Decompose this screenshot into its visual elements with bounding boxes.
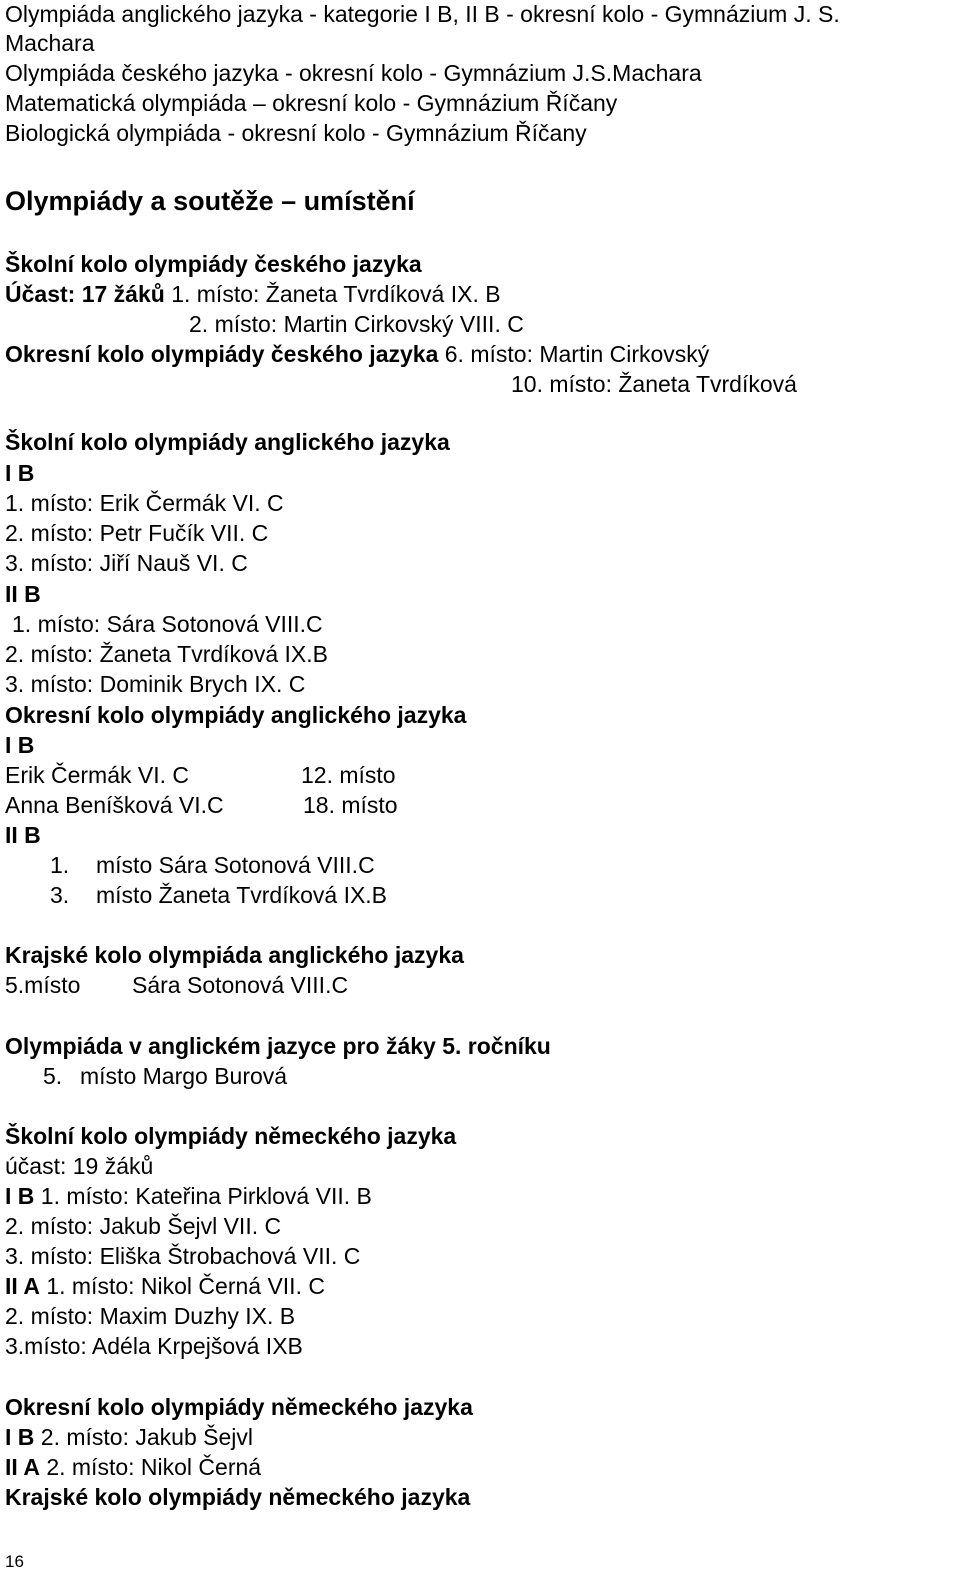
english-grade5-heading: Olympiáda v anglickém jazyce pro žáky 5. ročníku xyxy=(5,1033,551,1059)
german-district-cat1: I B xyxy=(5,1424,35,1450)
german-school-cat2-place: 1. místo: Nikol Černá VII. C xyxy=(46,1273,325,1299)
german-district-row xyxy=(5,1453,261,1481)
english-district-cat2-text: místo Sára Sotonová VIII.C xyxy=(96,852,375,878)
english-district-place: 18. místo xyxy=(303,792,398,818)
german-district-place: 2. místo: Jakub Šejvl xyxy=(40,1424,253,1450)
german-school-cat1: I B xyxy=(5,1183,35,1209)
czech-district-place-2: 10. místo: Žaneta Tvrdíková xyxy=(511,371,797,397)
german-school-heading: Školní kolo olympiády německého jazyka xyxy=(5,1123,457,1149)
english-school-heading: Školní kolo olympiády anglického jazyka xyxy=(5,429,450,455)
german-district-place: 2. místo: Nikol Černá xyxy=(46,1454,262,1480)
czech-place-1: 1. místo: Žaneta Tvrdíková IX. B xyxy=(171,281,501,307)
list-number: 1. xyxy=(50,852,70,878)
german-district-heading: Okresní kolo olympiády německého jazyka xyxy=(5,1394,473,1420)
german-school-cat2-place: 3.místo: Adéla Krpejšová IXB xyxy=(5,1333,303,1359)
czech-place-2: 2. místo: Martin Cirkovský VIII. C xyxy=(189,311,524,337)
english-district-name: Erik Čermák VI. C xyxy=(5,762,190,788)
english-district-place: 12. místo xyxy=(301,762,396,788)
german-school-cat2: II A xyxy=(5,1273,40,1299)
header-line: Biologická olympiáda - okresní kolo - Gymnázium Říčany xyxy=(5,120,587,146)
english-regional-row xyxy=(5,971,348,999)
german-school-cat2-row xyxy=(5,1272,325,1300)
english-regional-heading: Krajské kolo olympiáda anglického jazyka xyxy=(5,942,464,968)
english-grade5-text: místo Margo Burová xyxy=(80,1063,288,1089)
english-district-heading: Okresní kolo olympiády anglického jazyka xyxy=(5,702,467,728)
english-regional-place: 5.místo xyxy=(5,972,81,998)
czech-district-row xyxy=(5,340,709,368)
german-school-cat1-place: 3. místo: Eliška Štrobachová VII. C xyxy=(5,1243,361,1269)
english-district-cat2-text: místo Žaneta Tvrdíková IX.B xyxy=(96,882,388,908)
czech-district-place-1: 6. místo: Martin Cirkovský xyxy=(444,341,710,367)
german-regional-heading: Krajské kolo olympiády německého jazyka xyxy=(5,1484,471,1510)
german-district-row xyxy=(5,1423,253,1451)
header-line: Matematická olympiáda – okresní kolo - Gymnázium Říčany xyxy=(5,90,618,116)
english-school-cat2: II B xyxy=(5,581,41,607)
german-school-cat1-row xyxy=(5,1182,372,1210)
english-district-cat2: II B xyxy=(5,822,41,848)
header-line: Machara xyxy=(5,30,95,56)
german-district-cat2: II A xyxy=(5,1454,40,1480)
english-district-name: Anna Beníšková VI.C xyxy=(5,792,224,818)
english-district-cat2-row xyxy=(50,881,387,909)
english-school-cat1-place: 3. místo: Jiří Nauš VI. C xyxy=(5,550,248,576)
german-school-cat1-place: 2. místo: Jakub Šejvl VII. C xyxy=(5,1213,282,1239)
czech-participation-row xyxy=(5,280,501,308)
english-school-cat1: I B xyxy=(5,460,35,486)
english-grade5-row xyxy=(43,1062,287,1090)
czech-school-heading: Školní kolo olympiády českého jazyka xyxy=(5,251,422,277)
header-line: Olympiáda českého jazyka - okresní kolo - Gymnázium J.S.Machara xyxy=(5,60,702,86)
english-district-row xyxy=(5,791,398,819)
english-district-cat1: I B xyxy=(5,732,35,758)
list-number: 5. xyxy=(43,1063,63,1089)
german-school-cat2-place: 2. místo: Maxim Duzhy IX. B xyxy=(5,1303,296,1329)
english-district-row xyxy=(5,761,396,789)
english-school-cat1-place: 2. místo: Petr Fučík VII. C xyxy=(5,520,269,546)
english-school-cat1-place: 1. místo: Erik Čermák VI. C xyxy=(5,490,284,516)
list-number: 3. xyxy=(50,882,70,908)
page-number: 16 xyxy=(5,1552,24,1571)
english-school-cat2-place: 1. místo: Sára Sotonová VIII.C xyxy=(12,611,323,637)
header-line: Olympiáda anglického jazyka - kategorie I B, II B - okresní kolo - Gymnázium J. S. xyxy=(5,1,840,27)
section-title: Olympiády a soutěže – umístění xyxy=(5,186,415,216)
english-school-cat2-place: 2. místo: Žaneta Tvrdíková IX.B xyxy=(5,641,328,667)
english-school-cat2-place: 3. místo: Dominik Brych IX. C xyxy=(5,671,306,697)
czech-participation-label: Účast: 17 žáků xyxy=(5,281,165,307)
czech-district-heading: Okresní kolo olympiády českého jazyka xyxy=(5,341,439,367)
english-district-cat2-row xyxy=(50,851,375,879)
german-school-cat1-place: 1. místo: Kateřina Pirklová VII. B xyxy=(40,1183,372,1209)
english-regional-name: Sára Sotonová VIII.C xyxy=(132,972,349,998)
german-school-participation: účast: 19 žáků xyxy=(5,1153,154,1179)
